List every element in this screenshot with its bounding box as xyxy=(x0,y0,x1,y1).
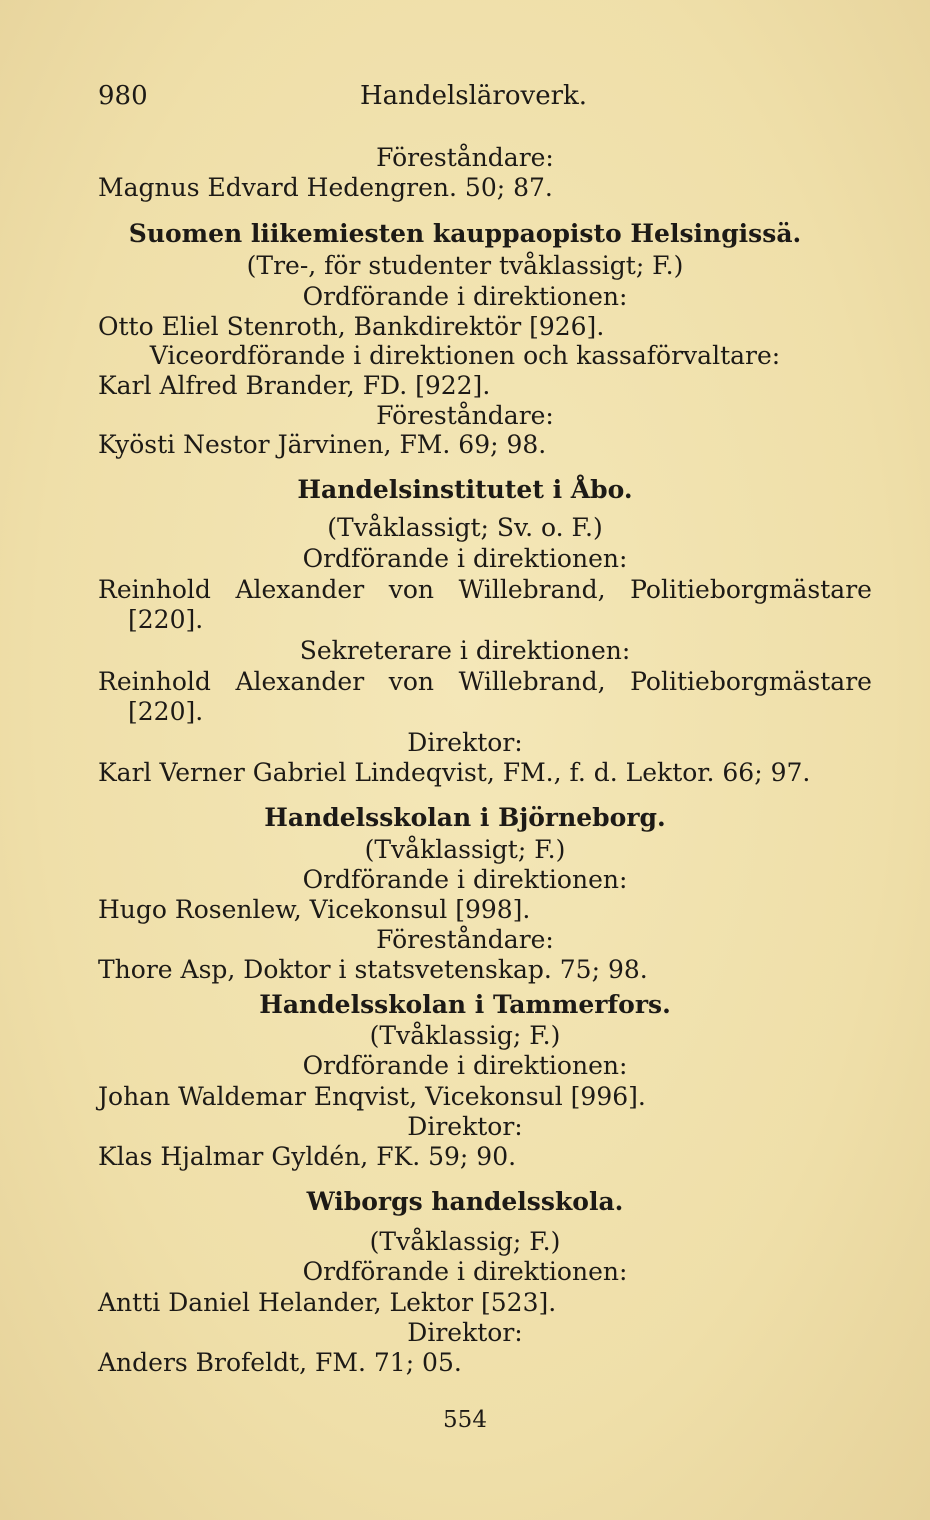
section-note: (Tvåklassigt; Sv. o. F.) xyxy=(327,513,603,542)
entry-name-part: von xyxy=(388,575,435,604)
role-label: Direktor: xyxy=(407,1318,523,1347)
entry-name-part: Alexander xyxy=(235,575,365,604)
section-note: (Tre-, för studenter tvåklassigt; F.) xyxy=(246,251,684,280)
person-entry: Klas Hjalmar Gyldén, FK. 59; 90. xyxy=(98,1142,517,1171)
entry-name-part: von xyxy=(388,667,435,696)
entry-name-part: Alexander xyxy=(235,667,365,696)
entry-name-part: Reinhold xyxy=(98,667,211,696)
person-entry: Hugo Rosenlew, Vicekonsul [998]. xyxy=(98,895,531,924)
section-note: (Tvåklassig; F.) xyxy=(369,1227,561,1256)
section-title: Handelsskolan i Tammerfors. xyxy=(259,990,671,1019)
section-note: (Tvåklassig; F.) xyxy=(369,1021,561,1050)
role-label: Sekreterare i direktionen: xyxy=(299,636,631,665)
person-entry xyxy=(0,666,930,698)
person-entry: Karl Alfred Brander, FD. [922]. xyxy=(98,371,491,400)
person-entry: Kyösti Nestor Järvinen, FM. 69; 98. xyxy=(98,430,547,459)
person-entry-continuation: [220]. xyxy=(128,605,204,634)
person-entry: Anders Brofeldt, FM. 71; 05. xyxy=(98,1348,462,1377)
person-entry: Karl Verner Gabriel Lindeqvist, FM., f. d. Lektor. 66; 97. xyxy=(98,758,811,787)
role-label: Ordförande i direktionen: xyxy=(302,282,628,311)
person-entry: Magnus Edvard Hedengren. 50; 87. xyxy=(98,173,553,202)
signature-mark: 554 xyxy=(443,1407,487,1433)
person-entry xyxy=(0,574,930,606)
section-title: Wiborgs handelsskola. xyxy=(306,1187,624,1216)
role-label: Föreståndare: xyxy=(376,925,554,954)
person-entry: Johan Waldemar Enqvist, Vicekonsul [996]. xyxy=(98,1082,646,1111)
section-note: (Tvåklassigt; F.) xyxy=(364,835,566,864)
role-label: Ordförande i direktionen: xyxy=(302,1257,628,1286)
role-label: Direktor: xyxy=(407,1112,523,1141)
entry-name-part: Willebrand, xyxy=(458,575,606,604)
role-label: Föreståndare: xyxy=(376,401,554,430)
person-entry: Otto Eliel Stenroth, Bankdirektör [926]. xyxy=(98,312,605,341)
role-label: Ordförande i direktionen: xyxy=(302,865,628,894)
person-entry: Antti Daniel Helander, Lektor [523]. xyxy=(98,1288,557,1317)
role-label: Ordförande i direktionen: xyxy=(302,1051,628,1080)
page-number: 980 xyxy=(98,81,148,111)
entry-name-part: Willebrand, xyxy=(458,667,606,696)
person-entry: Thore Asp, Doktor i statsvetenskap. 75; 98. xyxy=(98,955,648,984)
role-label: Direktor: xyxy=(407,728,523,757)
role-label: Viceordförande i direktionen och kassaförvaltare: xyxy=(149,341,781,370)
entry-name-part: Reinhold xyxy=(98,575,211,604)
section-title: Handelsskolan i Björneborg. xyxy=(264,803,666,832)
section-title: Handelsinstitutet i Åbo. xyxy=(297,475,633,504)
entry-name-part: Politieborgmästare xyxy=(630,575,872,604)
person-entry-continuation: [220]. xyxy=(128,697,204,726)
role-label: Föreståndare: xyxy=(376,143,554,172)
entry-name-part: Politieborgmästare xyxy=(630,667,872,696)
role-label: Ordförande i direktionen: xyxy=(302,544,628,573)
section-title: Suomen liikemiesten kauppaopisto Helsingissä. xyxy=(128,219,802,248)
running-title: Handelsläroverk. xyxy=(360,81,588,111)
